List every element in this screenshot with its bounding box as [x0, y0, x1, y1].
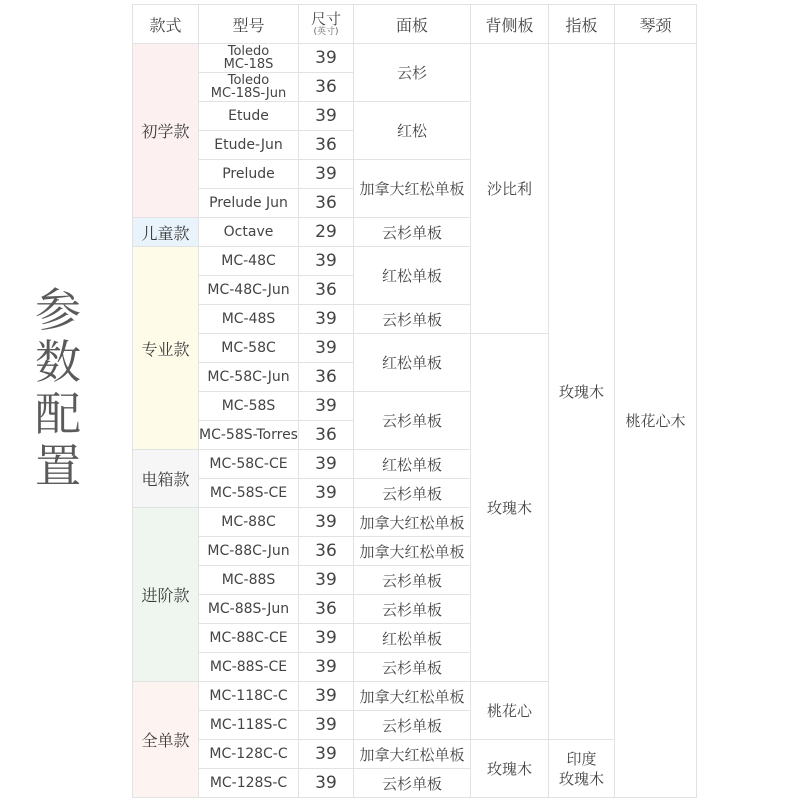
side-title — [28, 284, 88, 492]
fingerboard-line: 印度 — [566, 749, 597, 768]
model-line: MC-18S-Jun — [210, 86, 287, 101]
top-cell: 红松单板 — [354, 334, 471, 392]
model-cell: MC-88C-CE — [199, 624, 299, 653]
side-title-char: 参 — [35, 283, 81, 337]
size-cell: 39 — [299, 334, 354, 363]
size-cell: 36 — [299, 131, 354, 160]
header-neck: 琴颈 — [615, 5, 697, 44]
size-cell: 39 — [299, 479, 354, 508]
size-cell: 39 — [299, 682, 354, 711]
table-row — [133, 740, 697, 769]
size-cell: 29 — [299, 218, 354, 247]
model-line: MC-18S — [223, 57, 274, 72]
neck-cell: 桃花心木 — [615, 44, 697, 798]
model-cell: MC-128C-C — [199, 740, 299, 769]
size-cell: 36 — [299, 276, 354, 305]
model-cell: MC-58S — [199, 392, 299, 421]
model-cell: MC-88S-Jun — [199, 595, 299, 624]
top-cell: 加拿大红松单板 — [354, 740, 471, 769]
top-cell: 红松单板 — [354, 450, 471, 479]
model-cell: MC-58S-CE — [199, 479, 299, 508]
size-cell: 36 — [299, 537, 354, 566]
model-cell: MC-118C-C — [199, 682, 299, 711]
side-title-char: 配 — [35, 387, 81, 441]
size-cell: 39 — [299, 653, 354, 682]
fingerboard-line: 玫瑰木 — [558, 769, 604, 788]
top-cell: 云杉单板 — [354, 769, 471, 798]
size-cell: 39 — [299, 740, 354, 769]
top-cell: 加拿大红松单板 — [354, 160, 471, 218]
size-cell: 39 — [299, 160, 354, 189]
model-cell: Etude — [199, 102, 299, 131]
size-cell: 39 — [299, 102, 354, 131]
model-cell: MC-58C-Jun — [199, 363, 299, 392]
model-cell: MC-128S-C — [199, 769, 299, 798]
model-cell: MC-58S-Torres — [199, 421, 299, 450]
size-cell: 39 — [299, 769, 354, 798]
model-cell: MC-48C — [199, 247, 299, 276]
top-cell: 红松单板 — [354, 624, 471, 653]
size-cell: 39 — [299, 450, 354, 479]
top-cell: 云杉 — [354, 44, 471, 102]
top-cell: 云杉单板 — [354, 305, 471, 334]
size-cell: 36 — [299, 363, 354, 392]
model-cell: MC-118S-C — [199, 711, 299, 740]
size-cell: 36 — [299, 595, 354, 624]
model-line: Toledo — [227, 44, 270, 59]
header-back-sides: 背侧板 — [471, 5, 549, 44]
size-cell: 36 — [299, 189, 354, 218]
top-cell: 云杉单板 — [354, 653, 471, 682]
fingerboard-cell: 玫瑰木 — [549, 44, 615, 740]
model-line: Toledo — [227, 73, 270, 88]
side-title-char: 置 — [35, 439, 81, 493]
size-cell: 39 — [299, 392, 354, 421]
header-size — [299, 5, 354, 44]
side-title-char: 数 — [35, 335, 81, 389]
header-size-main: 尺寸 — [310, 9, 341, 28]
size-cell: 39 — [299, 624, 354, 653]
size-cell: 39 — [299, 508, 354, 537]
model-cell: MC-58C — [199, 334, 299, 363]
header-fingerboard: 指板 — [549, 5, 615, 44]
spec-table — [132, 4, 697, 798]
size-cell: 36 — [299, 421, 354, 450]
size-cell: 39 — [299, 305, 354, 334]
top-cell: 云杉单板 — [354, 566, 471, 595]
size-cell: 36 — [299, 73, 354, 102]
table-row — [133, 44, 697, 73]
size-cell: 39 — [299, 711, 354, 740]
model-cell: MC-88S-CE — [199, 653, 299, 682]
top-cell: 云杉单板 — [354, 595, 471, 624]
model-cell — [199, 73, 299, 102]
top-cell: 云杉单板 — [354, 479, 471, 508]
group-beginner: 初学款 — [133, 44, 199, 218]
top-cell: 加拿大红松单板 — [354, 682, 471, 711]
top-cell: 云杉单板 — [354, 711, 471, 740]
back-sides-cell: 沙比利 — [471, 44, 549, 334]
top-cell: 云杉单板 — [354, 218, 471, 247]
header-model: 型号 — [199, 5, 299, 44]
top-cell: 加拿大红松单板 — [354, 537, 471, 566]
model-cell — [199, 44, 299, 73]
top-cell: 红松单板 — [354, 247, 471, 305]
group-solid: 全单款 — [133, 682, 199, 798]
size-cell: 39 — [299, 44, 354, 73]
size-cell: 39 — [299, 566, 354, 595]
size-cell: 39 — [299, 247, 354, 276]
header-size-sub: (英寸) — [313, 26, 339, 37]
back-sides-cell: 玫瑰木 — [471, 740, 549, 798]
model-cell: Prelude — [199, 160, 299, 189]
header-top: 面板 — [354, 5, 471, 44]
header-style: 款式 — [133, 5, 199, 44]
model-cell: MC-58C-CE — [199, 450, 299, 479]
model-cell: MC-88S — [199, 566, 299, 595]
group-advanced: 进阶款 — [133, 508, 199, 682]
model-cell: Octave — [199, 218, 299, 247]
group-electric: 电箱款 — [133, 450, 199, 508]
model-cell: MC-88C-Jun — [199, 537, 299, 566]
group-kids: 儿童款 — [133, 218, 199, 247]
model-cell: Etude-Jun — [199, 131, 299, 160]
header-row — [133, 5, 697, 44]
group-pro: 专业款 — [133, 247, 199, 450]
top-cell: 云杉单板 — [354, 392, 471, 450]
model-cell: MC-48S — [199, 305, 299, 334]
back-sides-cell: 玫瑰木 — [471, 334, 549, 682]
model-cell: Prelude Jun — [199, 189, 299, 218]
back-sides-cell: 桃花心 — [471, 682, 549, 740]
top-cell: 加拿大红松单板 — [354, 508, 471, 537]
fingerboard-cell — [549, 740, 615, 798]
model-cell: MC-88C — [199, 508, 299, 537]
model-cell: MC-48C-Jun — [199, 276, 299, 305]
top-cell: 红松 — [354, 102, 471, 160]
